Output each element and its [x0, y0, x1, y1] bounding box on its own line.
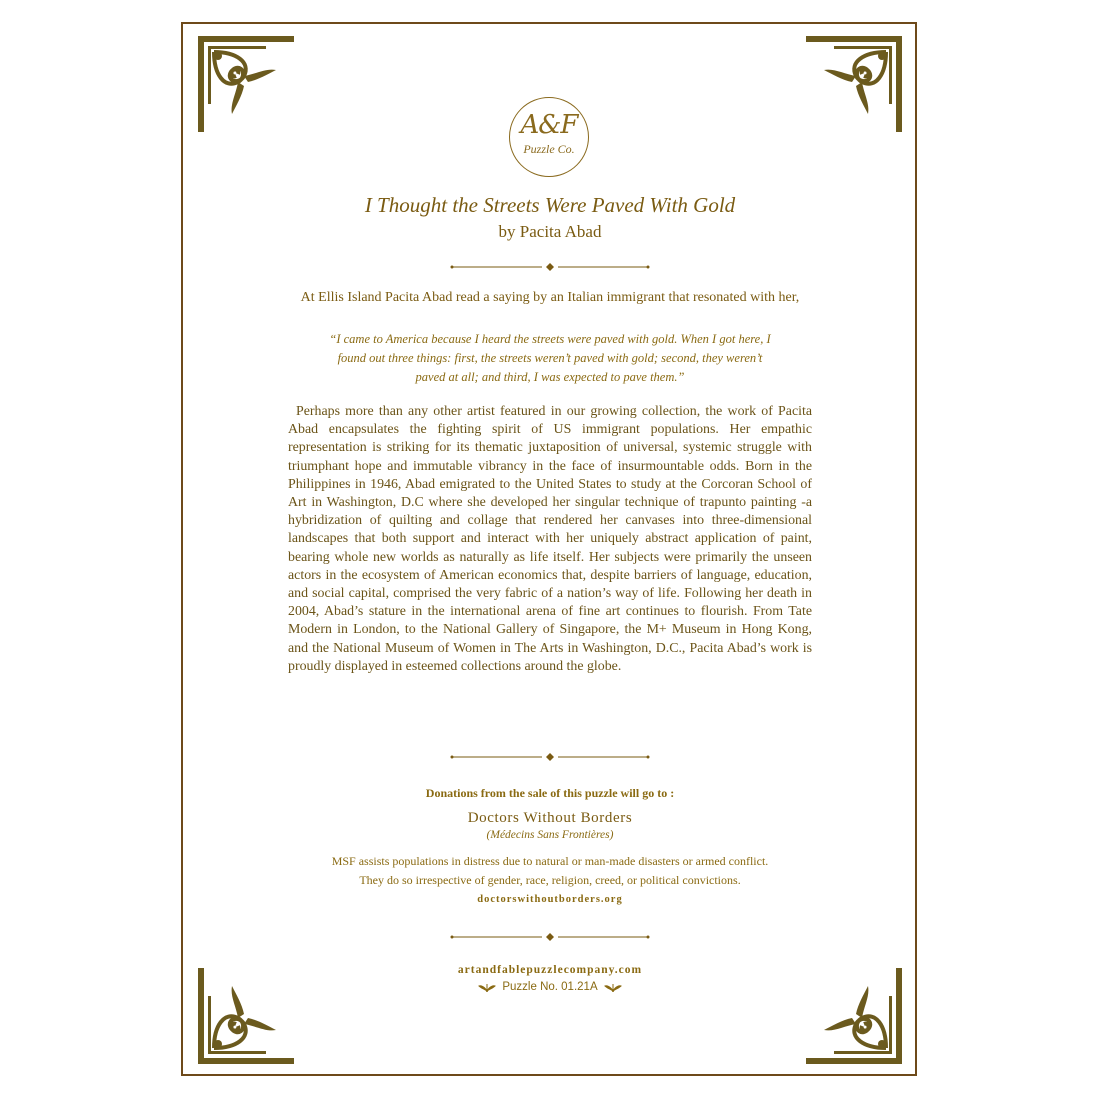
logo-subtitle: Puzzle Co. — [523, 142, 575, 156]
ornamental-divider — [450, 932, 650, 942]
charity-url: doctorswithoutborders.org — [477, 894, 623, 905]
charity-description-line: They do so irrespective of gender, race, religion, creed, or political convictions. — [359, 873, 741, 887]
corner-ornament-icon — [196, 34, 296, 134]
fleuron-right-icon — [604, 982, 622, 992]
logo-mark: A&F — [520, 110, 578, 140]
ornamental-divider — [450, 752, 650, 762]
corner-ornament-top-left — [196, 34, 296, 134]
diamond-divider-icon — [450, 262, 650, 272]
corner-ornament-top-right — [804, 34, 904, 134]
company-logo — [509, 97, 589, 177]
corner-ornament-icon — [804, 34, 904, 134]
artist-description: Perhaps more than any other artist featured in our growing collection, the work of Pacita Abad encapsulates the fighting spirit of US immigrant populations. Her empathic representation is striking for its thematic juxtaposition of universal, systemic struggle with triumphant hope and immutable vibrancy in the face of insurmountable odds. Born in the Philippines in 1946, Abad emigrated to the United States to study at the Corcoran School of Art in Washington, D.C where she developed her singular technique of trapunto painting -a hybridization of quilting and collage that rendered her canvases into three-dimensional landscapes that both support and interact with her uniquely abstract application of paint, bearing whole new worlds as naturally as life itself. Her subjects were primarily the unseen actors in the ecosystem of American economics that, despite barriers of language, education, and social capital, comprised the very fabric of a nation’s way of life. Following her death in 2004, Abad’s stature in the international arena of fine art continues to flourish. From Tate Modern in London, to the National Gallery of Singapore, the M+ Museum in Hong Kong, and the National Museum of Women in The Arts in Washington, D.C., Pacita Abad’s work is proudly displayed in esteemed collections around the globe. — [288, 404, 812, 674]
charity-subtitle: (Médecins Sans Frontières) — [486, 829, 614, 841]
artist-byline: by Pacita Abad — [498, 222, 602, 241]
charity-description-line: MSF assists populations in distress due to natural or man-made disasters or armed conflict. — [331, 854, 769, 868]
charity-description — [250, 852, 850, 890]
fleuron-left-icon — [478, 982, 496, 992]
puzzle-number-row — [250, 981, 850, 993]
quote-line: found out three things: first, the streets weren’t paved with gold; second, they weren’t — [337, 351, 763, 365]
diamond-divider-icon — [450, 752, 650, 762]
artwork-title: I Thought the Streets Were Paved With Gold — [364, 193, 736, 217]
charity-name: Doctors Without Borders — [467, 810, 633, 826]
immigrant-quote — [300, 330, 800, 387]
diamond-divider-icon — [450, 932, 650, 942]
company-website: artandfablepuzzlecompany.com — [457, 964, 643, 976]
quote-line: “I came to America because I heard the streets were paved with gold. When I got here, I — [329, 332, 771, 346]
donation-intro: Donations from the sale of this puzzle will go to : — [425, 786, 675, 800]
quote-line: paved at all; and third, I was expected to pave them.” — [415, 370, 685, 384]
intro-text: At Ellis Island Pacita Abad read a saying by an Italian immigrant that resonated with her, — [300, 290, 800, 305]
puzzle-number: Puzzle No. 01.21A — [502, 981, 598, 993]
ornamental-divider — [450, 262, 650, 272]
